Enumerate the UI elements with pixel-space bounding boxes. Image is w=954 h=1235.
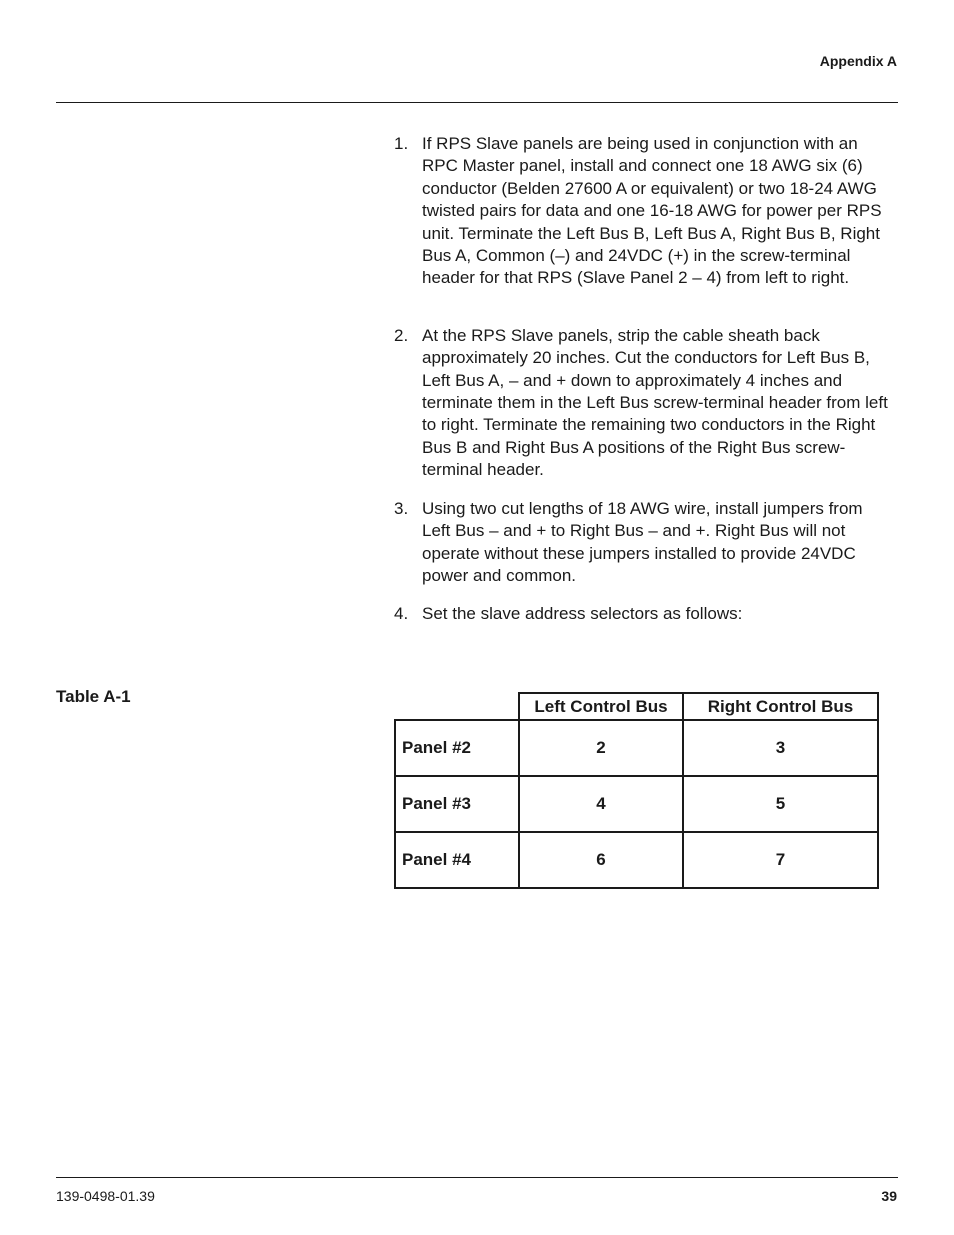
row-label: Panel #3 (395, 776, 519, 832)
left-bus-value: 4 (519, 776, 683, 832)
step-item (394, 133, 894, 290)
right-bus-value: 5 (683, 776, 878, 832)
document-number: 139-0498-01.39 (56, 1188, 155, 1204)
step-text: Using two cut lengths of 18 AWG wire, install jumpers from Left Bus – and + to Right Bus – and +. Right Bus will not operate without these jumpers installed to provide 24VDC power and common. (422, 498, 863, 585)
step-item (394, 603, 894, 625)
column-header-left-bus: Left Control Bus (519, 693, 683, 720)
left-bus-value: 6 (519, 832, 683, 888)
step-item (394, 325, 894, 482)
row-label: Panel #4 (395, 832, 519, 888)
right-bus-value: 7 (683, 832, 878, 888)
right-bus-value: 3 (683, 720, 878, 776)
step-text: At the RPS Slave panels, strip the cable sheath back approximately 20 inches. Cut the conductors for Left Bus B, Left Bus A, – and + down to approximately 4 inches and terminate them in the Left Bus screw-terminal header from left to right. Terminate the remaining two conductors in the Right Bus B and Right Bus A positions of the Right Bus screw-terminal header. (422, 325, 888, 480)
table-corner-cell (395, 693, 519, 720)
header-rule (56, 102, 898, 103)
table-row (395, 832, 878, 888)
step-text: If RPS Slave panels are being used in conjunction with an RPC Master panel, install and connect one 18 AWG six (6) conductor (Belden 27600 A or equivalent) or two 18-24 AWG twisted pairs for data and one 16-18 AWG for power per RPS unit. Terminate the Left Bus B, Left Bus A, Right Bus B, Right Bus A, Common (–) and 24VDC (+) in the screw-terminal header for that RPS (Slave Panel 2 – 4) from left to right. (422, 134, 882, 288)
footer-rule (56, 1177, 898, 1178)
step-number: 4. (394, 604, 409, 624)
step-text: Set the slave address selectors as follows: (422, 604, 743, 624)
step-number: 2. (394, 325, 409, 345)
step-item (394, 498, 894, 588)
instruction-steps (394, 133, 894, 626)
column-header-right-bus: Right Control Bus (683, 693, 878, 720)
step-number: 3. (394, 498, 409, 518)
row-label: Panel #2 (395, 720, 519, 776)
step-number: 1. (394, 134, 409, 153)
page-number: 39 (881, 1188, 897, 1204)
table-header-row (395, 693, 878, 720)
table-row (395, 776, 878, 832)
section-header: Appendix A (819, 53, 897, 69)
left-bus-value: 2 (519, 720, 683, 776)
table-row (395, 720, 878, 776)
slave-address-table (394, 692, 879, 889)
table-caption: Table A-1 (56, 687, 131, 706)
